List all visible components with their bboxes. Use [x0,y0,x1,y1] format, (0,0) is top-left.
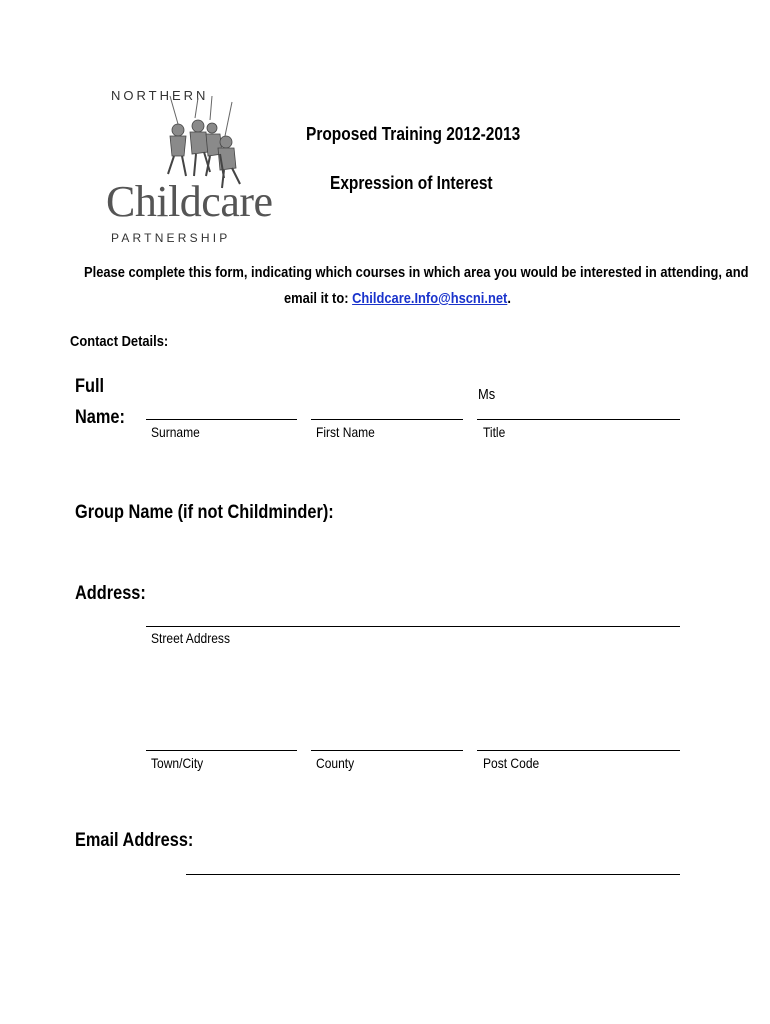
town-city-caption: Town/City [151,755,204,771]
email-link[interactable]: Childcare.Info@hscni.net [352,290,508,307]
county-caption: County [316,755,355,771]
surname-field[interactable] [146,419,297,420]
county-field[interactable] [311,750,463,751]
post-code-field[interactable] [477,750,680,751]
street-address-caption: Street Address [151,630,230,646]
town-city-field[interactable] [146,750,297,751]
title-caption: Title [483,424,506,440]
email-address-label: Email Address: [75,830,194,851]
title-field-value: Ms [478,386,496,403]
first-name-caption: First Name [316,424,375,440]
instructions-line-2 [284,290,511,307]
full-name-label-line-2: Name: [75,407,125,428]
surname-caption: Surname [151,424,200,440]
address-label: Address: [75,583,146,604]
title-field[interactable] [477,419,680,420]
group-name-label: Group Name (if not Childminder): [75,502,334,523]
logo-northern-text: NORTHERN [111,88,209,103]
page-title: Proposed Training 2012-2013 [306,124,521,144]
logo-partnership-text: PARTNERSHIP [111,231,231,245]
street-address-field[interactable] [146,626,680,627]
email-address-field[interactable] [186,874,680,875]
instructions-line-1: Please complete this form, indicating which courses in which area you would be interested in attending, and [84,264,749,281]
logo-childcare-text: Childcare [106,177,273,226]
instructions-suffix: . [507,290,511,307]
contact-details-heading: Contact Details: [70,333,169,350]
page-subtitle: Expression of Interest [330,173,493,193]
post-code-caption: Post Code [483,755,540,771]
full-name-label-line-1: Full [75,376,105,397]
first-name-field[interactable] [311,419,463,420]
instructions-prefix: email it to: [284,290,353,307]
